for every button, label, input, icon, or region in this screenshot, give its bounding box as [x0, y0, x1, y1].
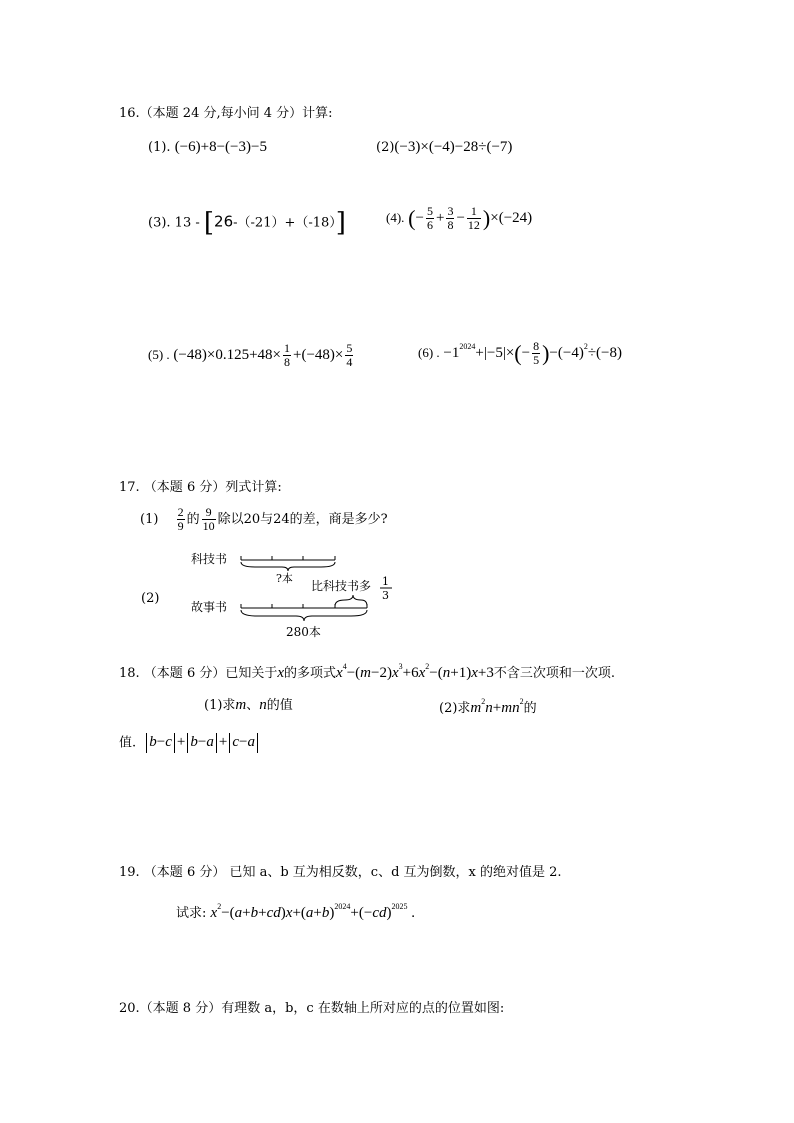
q17-part1: (1) $\frac{2}{9}$ 的 $\frac{9}{10}$ 除以20与24的差，商是多少?: [140, 505, 388, 534]
left-bracket: [: [203, 208, 215, 238]
math-term: 26: [214, 212, 234, 231]
label-science-books: 科技书: [191, 552, 228, 566]
q16-part2: [376, 140, 512, 155]
q18-part2: (2)求$m^2n+mn^2$的: [439, 697, 537, 716]
polynomial: $x^4-(m-2)x^3+6x^2-(n+1)x+3$: [336, 662, 494, 681]
part-label: (1).: [148, 140, 171, 155]
q16-part4: (4). (− $\frac{5}{6}$ + $\frac{3}{8}$ − $\frac{1}{12}$ )×(−24): [386, 204, 533, 233]
math-expression: -（-21）+（-18）: [233, 215, 336, 231]
text: 的: [523, 701, 537, 716]
label-more-than: 比科技书多: [311, 579, 372, 593]
q17-bar-diagram: [185, 548, 425, 643]
text: 的值: [266, 698, 293, 713]
q18-header: 18. （本题 6 分）已知关于x的多项式$x^4-(m-2)x^3+6x^2-(n+1)x+3$不含三次项和一次项.: [119, 662, 616, 681]
text: 18. （本题 6 分）已知关于: [119, 666, 278, 681]
part-label: (2): [376, 140, 395, 155]
q19-header: 19. （本题 6 分） 已知 a、b 互为相反数，c、d 互为倒数，x 的绝对值是 2.: [119, 865, 562, 880]
q18-part1: (1)求m、n的值: [204, 697, 293, 713]
fraction-den: 3: [382, 589, 389, 602]
science-brace: [241, 562, 335, 571]
right-bracket: ]: [335, 208, 346, 238]
q17-header: 17. （本题 6 分）列式计算:: [119, 480, 282, 495]
text: 不含三次项和一次项.: [493, 666, 616, 681]
total-brace: [241, 610, 367, 621]
text: 的: [186, 512, 200, 528]
text: (1)求: [204, 698, 236, 713]
part-label: (6) .: [418, 345, 440, 361]
q17-part2-label: (2): [141, 591, 160, 606]
text: 、: [246, 698, 260, 713]
q18-tail: [119, 733, 260, 753]
text: 的多项式: [284, 666, 337, 681]
part-label: (1): [140, 512, 159, 528]
expression: $x^2-(a+b+cd)x+(a+b)^{2024}+(-cd)^{2025}$ .: [210, 902, 415, 921]
text: 值.: [119, 735, 137, 751]
text: 试求:: [176, 906, 207, 921]
q16-part6: (6) . $-1^{2024}+|-5|\times(-$ $\frac{8}{5}$ )$-(-4)^2\div(-8)$: [418, 339, 623, 368]
q16-header: 16.（本题 24 分,每小问 4 分）计算:: [119, 106, 333, 121]
part-label: (3). 13 -: [148, 215, 200, 231]
part-label: (4).: [386, 210, 405, 226]
math-expression: (−3)×(−4)−28÷(−7): [394, 139, 513, 155]
label-story-books: 故事书: [191, 600, 228, 614]
abs-expression: b−c + b−a + c−a: [144, 734, 260, 750]
extra-brace: [335, 595, 367, 606]
fraction-num: 1: [382, 575, 389, 588]
text: 除以20与24的差，商是多少?: [217, 512, 388, 528]
q16-part1: [148, 140, 267, 155]
text: (2)求: [439, 701, 471, 716]
q20-header: 20.（本题 8 分）有理数 a，b，c 在数轴上所对应的点的位置如图:: [119, 1001, 505, 1016]
label-unknown: ?本: [276, 572, 293, 585]
q19-ask: [176, 903, 415, 921]
label-total: 280本: [286, 625, 321, 639]
math-expression: (−6)+8−(−3)−5: [174, 139, 267, 155]
part-label: (5) .: [148, 347, 170, 363]
q16-part5: (5) . (−48)×0.125+48× $\frac{1}{8}$ +(−48)× $\frac{5}{4}$: [148, 341, 353, 370]
q16-part3: [148, 210, 346, 236]
